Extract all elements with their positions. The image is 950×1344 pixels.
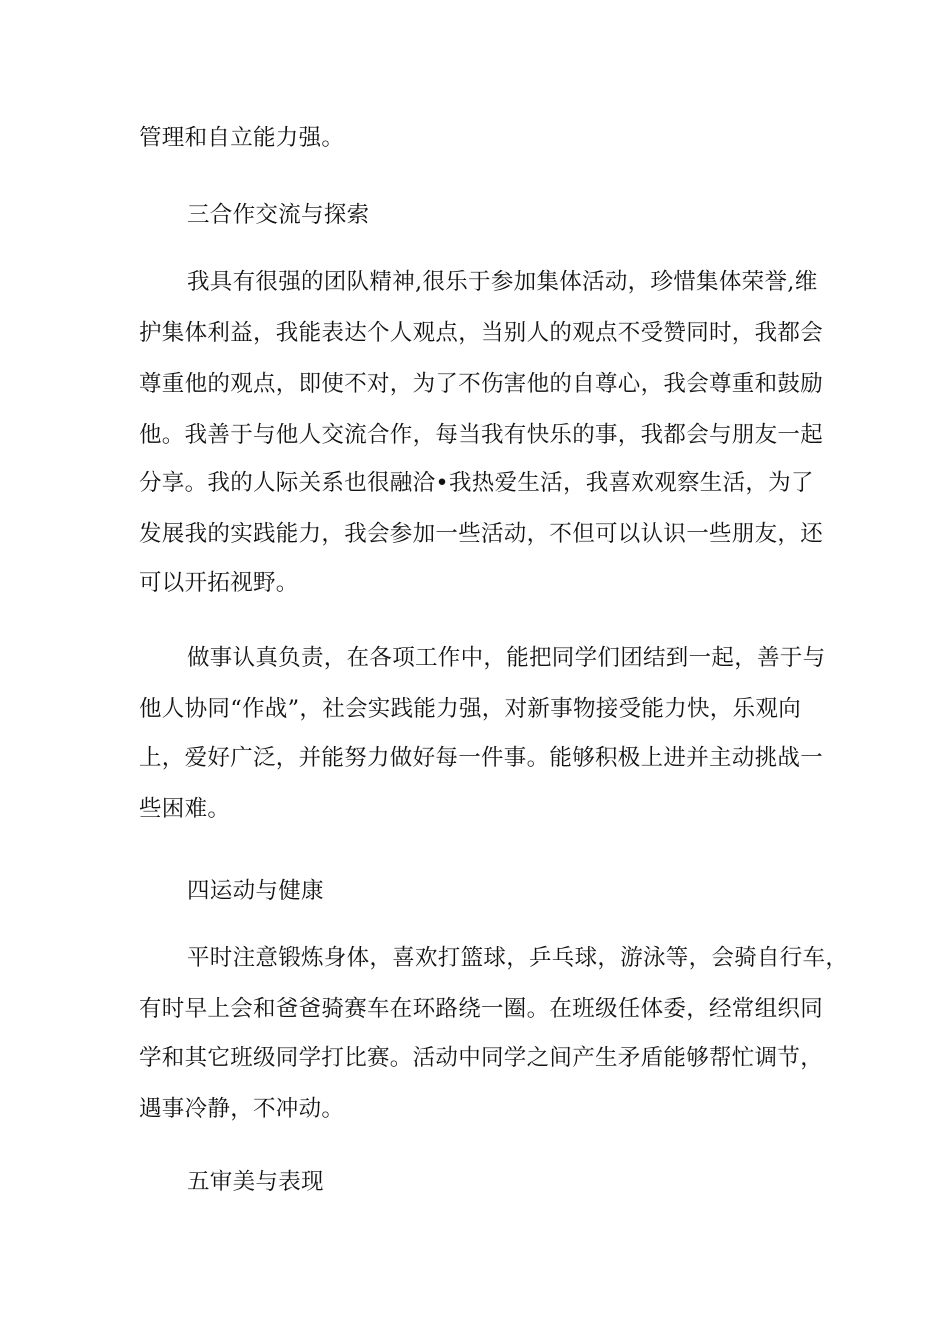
section3-p2-line: 上，爱好广泛，并能努力做好每一件事。能够积极上进并主动挑战一 [139, 745, 824, 771]
section3-p1-line: 我具有很强的团队精神,很乐于参加集体活动，珍惜集体荣誉,维 [187, 269, 818, 295]
section3-p2-line: 些困难。 [139, 796, 231, 822]
section4-p1-line: 学和其它班级同学打比赛。活动中同学之间产生矛盾能够帮忙调节， [139, 1045, 824, 1071]
section3-p2-line: 他人协同“作战”，社会实践能力强，对新事物接受能力快，乐观向 [139, 696, 802, 722]
section3-heading: 三合作交流与探索 [187, 202, 370, 228]
section3-p1-line: 护集体利益，我能表达个人观点，当别人的观点不受赞同时，我都会 [139, 320, 824, 346]
section4-heading: 四运动与健康 [187, 878, 324, 904]
section4-p1-line: 平时注意锻炼身体，喜欢打篮球，乒乓球，游泳等，会骑自行车， [187, 945, 849, 971]
section4-p1-line: 有时早上会和爸爸骑赛车在环路绕一圈。在班级任体委，经常组织同 [139, 996, 824, 1022]
section4-p1-line: 遇事冷静，不冲动。 [139, 1096, 345, 1122]
section3-p2-line: 做事认真负责，在各项工作中，能把同学们团结到一起，善于与 [187, 645, 826, 671]
section3-p1-line: 他。我善于与他人交流合作，每当我有快乐的事，我都会与朋友一起 [139, 422, 824, 448]
section5-heading: 五审美与表现 [187, 1169, 324, 1195]
section3-p1-line: 可以开拓视野。 [139, 570, 299, 596]
section3-p1-line: 分享。我的人际关系也很融洽•我热爱生活，我喜欢观察生活，为了 [139, 470, 814, 496]
section3-p1-line: 尊重他的观点，即使不对，为了不伤害他的自尊心，我会尊重和鼓励 [139, 371, 824, 397]
section3-p1-line: 发展我的实践能力，我会参加一些活动，不但可以认识一些朋友，还 [139, 521, 824, 547]
intro-tail-line: 管理和自立能力强。 [139, 125, 345, 151]
